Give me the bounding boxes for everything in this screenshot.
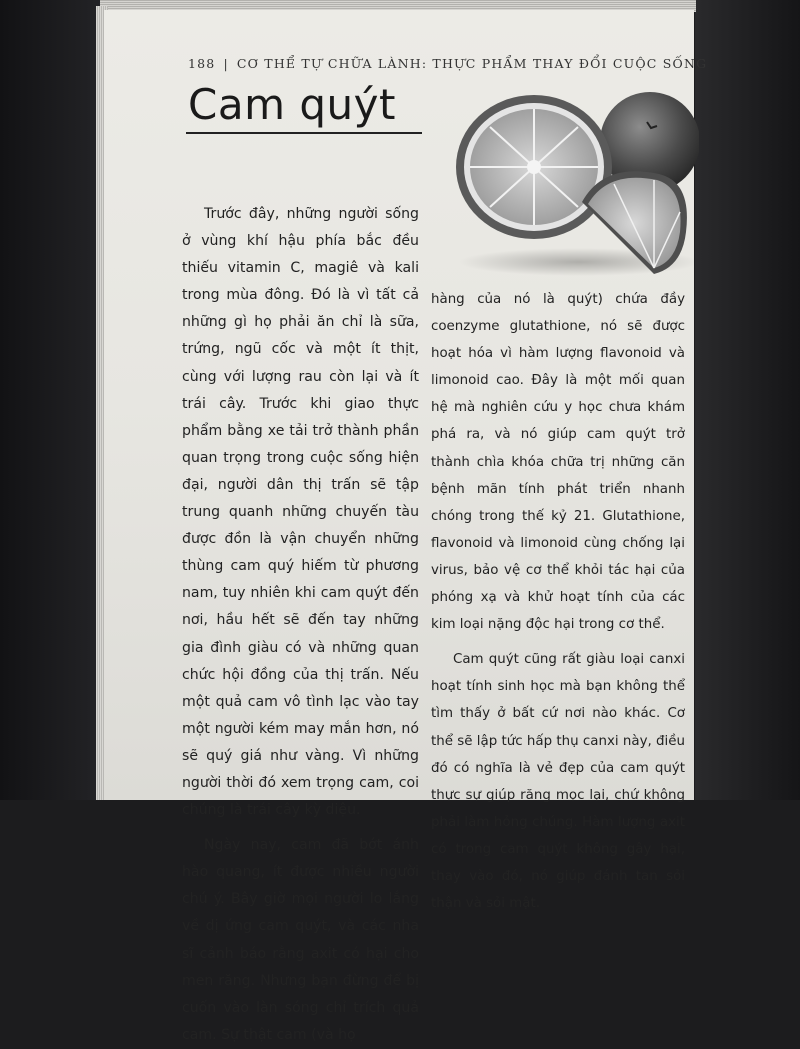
running-head bbox=[188, 56, 707, 71]
left-column bbox=[182, 201, 419, 1049]
title-underline bbox=[186, 132, 422, 134]
right-column bbox=[431, 286, 685, 917]
dark-background-left bbox=[0, 0, 102, 800]
header-separator: | bbox=[223, 56, 229, 71]
chapter-title: Cam quýt bbox=[188, 80, 396, 129]
book-page bbox=[104, 10, 708, 1043]
paragraph: Trước đây, những người sống ở vùng khí hậu phía bắc đều thiếu vitamin C, magiê và kali trong mùa đông. Đó là vì tất cả những gì họ phải ăn chỉ là sữa, trứng, ngũ cốc và một ít thịt, cùng với lượng rau còn lại và ít trái cây. Trước khi giao thực phẩm bằng xe tải trở thành phần quan trọng trong cuộc sống hiện đại, người dân thị trấn sẽ tập trung quanh những chuyến tàu được đồn là vận chuyển những thùng cam quý hiếm từ phương nam, tuy nhiên khi cam quýt đến nơi, hầu hết sẽ đến tay những gia đình giàu có và những quan chức hội đồng của thị trấn. Nếu một quả cam vô tình lạc vào tay một người kém may mắn hơn, nó sẽ quý giá như vàng. Vì những người thời đó xem trọng cam, coi chúng là trái cây kỳ diệu. bbox=[182, 206, 419, 819]
paragraph: Cam quýt cũng rất giàu loại canxi hoạt tính sinh học mà bạn không thể tìm thấy ở bất cứ nơi nào khác. Cơ thể sẽ lập tức hấp thụ canxi này, điều đó có nghĩa là vẻ đẹp của cam quýt thực sự giúp răng mọc lại, chứ không phải làm hỏng chúng. Hàm lượng axit có trong cam quýt không gây hại, thay vào đó, nó giúp đánh tan sỏi thận và sỏi mật. bbox=[431, 652, 685, 912]
running-head-text: CƠ THỂ TỰ CHỮA LÀNH: THỰC PHẨM THAY ĐỔI CUỘC SỐNG bbox=[236, 56, 708, 71]
paragraph: Ngày nay, cam đã bớt ánh hào quang, ít được nhiều người chú ý. Bây giờ mọi người lo lắng về dị ứng cam quýt, và các nha sĩ cảnh báo rằng axit có hại cho men răng. Nhưng bạn đừng để bị cuốn vào làn sóng chỉ trích quả cam. Sự thật cam (và họ bbox=[182, 837, 419, 1043]
paragraph: hàng của nó là quýt) chứa đầy coenzyme glutathione, nó sẽ được hoạt hóa vì hàm lượng flavonoid và limonoid cao. Đây là một mối quan hệ mà nghiên cứu y học chưa khám phá ra, và nó giúp cam quýt trở thành chìa khóa chữa trị những căn bệnh mãn tính phát triển nhanh chóng trong thế kỷ 21. Glutathione, flavonoid và limonoid cùng chống lại virus, bảo vệ cơ thể khỏi tác hại của phóng xạ và khử hoạt tính của các kim loại nặng độc hại trong cơ thể. bbox=[431, 292, 685, 633]
orange-fruit-illustration bbox=[454, 82, 699, 282]
dark-background-right bbox=[695, 0, 800, 800]
half-orange-core bbox=[527, 160, 541, 174]
page-number: 188 bbox=[188, 56, 216, 71]
